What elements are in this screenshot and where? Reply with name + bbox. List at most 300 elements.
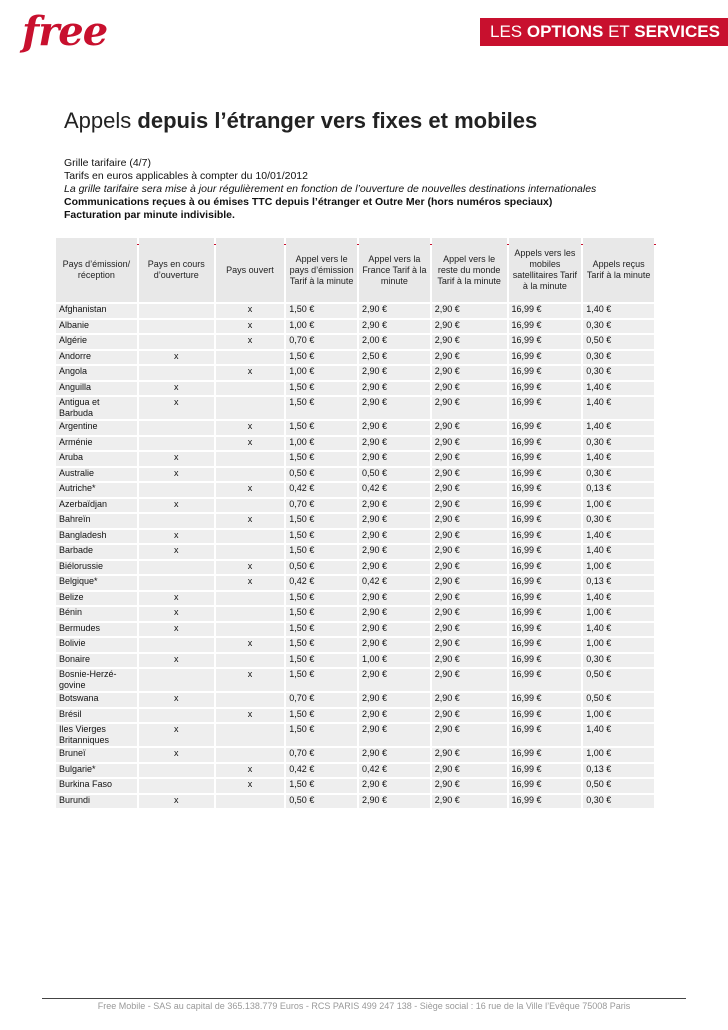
table-cell: x: [139, 530, 214, 544]
table-cell: 1,00 €: [583, 748, 654, 762]
table-cell: [139, 304, 214, 318]
table-cell: 2,90 €: [432, 748, 507, 762]
table-cell: 0,42 €: [359, 764, 430, 778]
table-row: [56, 764, 654, 778]
country-cell: Bulgarie*: [56, 764, 137, 778]
table-cell: 1,00 €: [359, 654, 430, 668]
table-cell: 2,90 €: [432, 654, 507, 668]
table-row: [56, 468, 654, 482]
table-cell: [216, 499, 285, 513]
table-cell: x: [216, 366, 285, 380]
table-cell: 1,50 €: [286, 351, 357, 365]
table-cell: [139, 320, 214, 334]
country-cell: Bangladesh: [56, 530, 137, 544]
table-cell: 16,99 €: [509, 623, 582, 637]
table-cell: x: [139, 351, 214, 365]
table-cell: 2,90 €: [359, 592, 430, 606]
table-cell: x: [216, 709, 285, 723]
intro-line-2: Tarifs en euros applicables à compter du 10/01/2012: [64, 170, 308, 182]
table-row: [56, 748, 654, 762]
table-cell: 0,50 €: [359, 468, 430, 482]
table-cell: 16,99 €: [509, 437, 582, 451]
country-cell: Belgique*: [56, 576, 137, 590]
table-cell: 0,42 €: [286, 576, 357, 590]
table-row: [56, 514, 654, 528]
table-row: [56, 421, 654, 435]
table-row: [56, 592, 654, 606]
table-cell: 2,90 €: [359, 623, 430, 637]
footer-divider: [42, 998, 686, 999]
country-cell: Angola: [56, 366, 137, 380]
table-cell: 2,00 €: [359, 335, 430, 349]
table-cell: [216, 724, 285, 746]
tariff-table-wrap: [54, 236, 656, 810]
table-cell: x: [139, 748, 214, 762]
banner-text-4: SERVICES: [634, 22, 720, 41]
table-cell: 2,90 €: [359, 748, 430, 762]
table-cell: x: [139, 795, 214, 809]
table-cell: 0,30 €: [583, 514, 654, 528]
table-cell: 2,90 €: [359, 366, 430, 380]
table-cell: 1,40 €: [583, 397, 654, 419]
table-cell: 16,99 €: [509, 335, 582, 349]
table-cell: [139, 779, 214, 793]
table-cell: 16,99 €: [509, 483, 582, 497]
table-cell: x: [216, 483, 285, 497]
column-header: Appel vers le pays d’émission Tarif à la minute: [286, 238, 357, 302]
table-cell: x: [139, 382, 214, 396]
table-cell: 2,90 €: [432, 421, 507, 435]
table-cell: 16,99 €: [509, 530, 582, 544]
country-cell: Belize: [56, 592, 137, 606]
table-cell: 0,30 €: [583, 654, 654, 668]
table-cell: 0,42 €: [359, 483, 430, 497]
table-cell: 16,99 €: [509, 351, 582, 365]
table-cell: [216, 351, 285, 365]
table-cell: 1,00 €: [286, 366, 357, 380]
country-cell: Afghanistan: [56, 304, 137, 318]
table-row: [56, 351, 654, 365]
table-cell: 2,90 €: [432, 693, 507, 707]
table-cell: 2,90 €: [432, 320, 507, 334]
table-cell: 1,40 €: [583, 530, 654, 544]
table-cell: x: [216, 779, 285, 793]
table-cell: 0,70 €: [286, 693, 357, 707]
title-light: Appels: [64, 108, 138, 133]
country-cell: Burundi: [56, 795, 137, 809]
table-cell: 16,99 €: [509, 638, 582, 652]
table-cell: 0,50 €: [286, 468, 357, 482]
table-cell: 2,90 €: [432, 607, 507, 621]
table-cell: 16,99 €: [509, 669, 582, 691]
table-cell: 1,40 €: [583, 421, 654, 435]
table-row: [56, 530, 654, 544]
table-cell: 2,90 €: [432, 499, 507, 513]
table-cell: [139, 514, 214, 528]
country-cell: Bolivie: [56, 638, 137, 652]
table-row: [56, 724, 654, 746]
table-cell: 2,90 €: [432, 351, 507, 365]
table-row: [56, 304, 654, 318]
table-cell: 0,30 €: [583, 437, 654, 451]
table-cell: 2,90 €: [432, 764, 507, 778]
table-cell: 16,99 €: [509, 320, 582, 334]
table-cell: 2,90 €: [359, 320, 430, 334]
table-cell: 1,50 €: [286, 545, 357, 559]
table-cell: 1,40 €: [583, 452, 654, 466]
table-cell: 1,40 €: [583, 623, 654, 637]
table-cell: [216, 748, 285, 762]
table-cell: [139, 764, 214, 778]
table-cell: [216, 795, 285, 809]
table-row: [56, 638, 654, 652]
table-row: [56, 320, 654, 334]
table-cell: 16,99 €: [509, 724, 582, 746]
table-cell: 0,42 €: [359, 576, 430, 590]
table-cell: 1,40 €: [583, 592, 654, 606]
country-cell: Biélorussie: [56, 561, 137, 575]
table-cell: [139, 669, 214, 691]
country-cell: Iles Vierges Britanniques: [56, 724, 137, 746]
free-logo: free: [22, 8, 108, 55]
table-cell: [216, 530, 285, 544]
table-cell: 16,99 €: [509, 514, 582, 528]
table-cell: x: [139, 607, 214, 621]
country-cell: Barbade: [56, 545, 137, 559]
table-cell: 2,90 €: [359, 499, 430, 513]
table-cell: [216, 607, 285, 621]
table-cell: 1,50 €: [286, 654, 357, 668]
section-banner: [480, 18, 728, 46]
table-cell: 16,99 €: [509, 592, 582, 606]
country-cell: Bosnie-Herzé-govine: [56, 669, 137, 691]
table-cell: [139, 576, 214, 590]
table-cell: 1,50 €: [286, 779, 357, 793]
table-cell: 2,90 €: [432, 530, 507, 544]
table-cell: 0,50 €: [583, 669, 654, 691]
table-cell: x: [139, 654, 214, 668]
table-cell: 2,90 €: [359, 709, 430, 723]
table-row: [56, 561, 654, 575]
table-cell: 2,90 €: [359, 724, 430, 746]
table-cell: 0,13 €: [583, 764, 654, 778]
table-cell: 1,50 €: [286, 669, 357, 691]
table-cell: x: [139, 499, 214, 513]
country-cell: Aruba: [56, 452, 137, 466]
table-row: [56, 437, 654, 451]
table-cell: 16,99 €: [509, 382, 582, 396]
table-cell: 0,30 €: [583, 320, 654, 334]
table-cell: 16,99 €: [509, 748, 582, 762]
country-cell: Antigua et Barbuda: [56, 397, 137, 419]
table-cell: x: [216, 320, 285, 334]
table-cell: 2,90 €: [432, 304, 507, 318]
table-cell: 1,50 €: [286, 452, 357, 466]
country-cell: Algérie: [56, 335, 137, 349]
country-cell: Bahreïn: [56, 514, 137, 528]
table-cell: 2,90 €: [359, 437, 430, 451]
column-header: Pays ouvert: [216, 238, 285, 302]
table-cell: x: [139, 468, 214, 482]
table-cell: x: [216, 514, 285, 528]
table-cell: 2,90 €: [432, 669, 507, 691]
table-cell: 1,50 €: [286, 304, 357, 318]
table-cell: 2,90 €: [432, 397, 507, 419]
table-cell: 1,50 €: [286, 382, 357, 396]
country-cell: Andorre: [56, 351, 137, 365]
table-cell: 2,90 €: [359, 304, 430, 318]
table-cell: 1,00 €: [583, 499, 654, 513]
table-cell: x: [216, 421, 285, 435]
table-cell: x: [139, 724, 214, 746]
table-row: [56, 397, 654, 419]
table-cell: 1,40 €: [583, 382, 654, 396]
table-cell: 16,99 €: [509, 468, 582, 482]
tariff-table: [54, 236, 656, 810]
table-cell: 2,90 €: [359, 545, 430, 559]
table-cell: 16,99 €: [509, 764, 582, 778]
table-cell: 2,90 €: [432, 382, 507, 396]
table-cell: 0,30 €: [583, 468, 654, 482]
table-cell: 0,13 €: [583, 483, 654, 497]
table-cell: 16,99 €: [509, 421, 582, 435]
table-cell: x: [139, 545, 214, 559]
table-cell: 1,50 €: [286, 638, 357, 652]
intro-block: [64, 157, 596, 222]
table-cell: 2,90 €: [359, 669, 430, 691]
table-cell: 0,42 €: [286, 764, 357, 778]
table-header-row: [56, 238, 654, 302]
table-cell: [216, 468, 285, 482]
banner-text-2: OPTIONS: [526, 22, 604, 41]
table-cell: 16,99 €: [509, 397, 582, 419]
column-header: Appels reçus Tarif à la minute: [583, 238, 654, 302]
table-cell: 0,50 €: [583, 335, 654, 349]
table-cell: [139, 483, 214, 497]
table-row: [56, 335, 654, 349]
table-cell: 1,50 €: [286, 709, 357, 723]
table-cell: 0,70 €: [286, 499, 357, 513]
table-row: [56, 452, 654, 466]
table-row: [56, 382, 654, 396]
table-cell: x: [216, 576, 285, 590]
table-cell: 1,50 €: [286, 397, 357, 419]
table-cell: x: [139, 592, 214, 606]
table-cell: 1,00 €: [286, 320, 357, 334]
table-cell: 2,90 €: [432, 514, 507, 528]
table-cell: 2,90 €: [432, 366, 507, 380]
table-row: [56, 669, 654, 691]
table-cell: 2,90 €: [359, 638, 430, 652]
table-cell: 16,99 €: [509, 693, 582, 707]
country-cell: Bermudes: [56, 623, 137, 637]
country-cell: Anguilla: [56, 382, 137, 396]
table-cell: 0,50 €: [583, 779, 654, 793]
table-cell: x: [139, 623, 214, 637]
table-cell: 1,50 €: [286, 421, 357, 435]
country-cell: Bénin: [56, 607, 137, 621]
table-cell: 2,90 €: [359, 779, 430, 793]
table-cell: 16,99 €: [509, 654, 582, 668]
table-cell: 2,90 €: [359, 607, 430, 621]
country-cell: Bonaire: [56, 654, 137, 668]
table-cell: 16,99 €: [509, 366, 582, 380]
table-body: [56, 304, 654, 808]
intro-line-3: La grille tarifaire sera mise à jour régulièrement en fonction de l’ouverture de nouvelles destinations internationales: [64, 183, 597, 195]
table-cell: 2,90 €: [359, 382, 430, 396]
title-bold: depuis l’étranger vers fixes et mobiles: [137, 108, 538, 133]
table-cell: [139, 437, 214, 451]
country-cell: Azerbaïdjan: [56, 499, 137, 513]
table-cell: [216, 654, 285, 668]
table-cell: 16,99 €: [509, 795, 582, 809]
table-cell: 2,50 €: [359, 351, 430, 365]
table-cell: 2,90 €: [359, 530, 430, 544]
table-cell: 16,99 €: [509, 561, 582, 575]
column-header: Appel vers le reste du monde Tarif à la minute: [432, 238, 507, 302]
table-cell: 2,90 €: [359, 397, 430, 419]
table-cell: 16,99 €: [509, 545, 582, 559]
table-cell: [139, 421, 214, 435]
table-cell: [139, 709, 214, 723]
country-cell: Botswana: [56, 693, 137, 707]
table-cell: 16,99 €: [509, 499, 582, 513]
country-cell: Australie: [56, 468, 137, 482]
table-cell: 0,50 €: [583, 693, 654, 707]
table-cell: 2,90 €: [432, 483, 507, 497]
table-cell: 2,90 €: [359, 452, 430, 466]
table-cell: x: [139, 397, 214, 419]
table-row: [56, 693, 654, 707]
country-cell: Autriche*: [56, 483, 137, 497]
country-cell: Arménie: [56, 437, 137, 451]
country-cell: Burkina Faso: [56, 779, 137, 793]
table-cell: x: [216, 304, 285, 318]
table-cell: x: [216, 669, 285, 691]
table-cell: [216, 382, 285, 396]
table-cell: [139, 335, 214, 349]
table-cell: 0,70 €: [286, 335, 357, 349]
banner-text-1: LES: [490, 22, 527, 41]
table-cell: 2,90 €: [432, 452, 507, 466]
table-cell: [216, 693, 285, 707]
table-cell: 16,99 €: [509, 304, 582, 318]
table-cell: 2,90 €: [432, 638, 507, 652]
table-cell: x: [139, 693, 214, 707]
table-row: [56, 366, 654, 380]
table-cell: 2,90 €: [432, 795, 507, 809]
table-cell: [139, 561, 214, 575]
table-cell: 2,90 €: [432, 545, 507, 559]
table-cell: 1,50 €: [286, 514, 357, 528]
table-cell: [216, 592, 285, 606]
table-cell: x: [216, 764, 285, 778]
table-cell: 2,90 €: [359, 514, 430, 528]
table-row: [56, 709, 654, 723]
column-header: Pays en cours d’ouverture: [139, 238, 214, 302]
table-row: [56, 499, 654, 513]
table-cell: 0,70 €: [286, 748, 357, 762]
table-cell: x: [216, 335, 285, 349]
table-cell: 0,30 €: [583, 351, 654, 365]
table-cell: 2,90 €: [432, 437, 507, 451]
table-cell: 16,99 €: [509, 576, 582, 590]
table-cell: 0,30 €: [583, 366, 654, 380]
table-cell: [216, 545, 285, 559]
table-cell: [216, 397, 285, 419]
country-cell: Argentine: [56, 421, 137, 435]
table-cell: [216, 452, 285, 466]
table-row: [56, 576, 654, 590]
table-cell: 0,50 €: [286, 795, 357, 809]
table-cell: 2,90 €: [432, 779, 507, 793]
table-cell: 2,90 €: [432, 335, 507, 349]
table-cell: 0,50 €: [286, 561, 357, 575]
table-cell: 1,00 €: [286, 437, 357, 451]
table-cell: [216, 623, 285, 637]
table-row: [56, 654, 654, 668]
table-cell: 2,90 €: [432, 709, 507, 723]
country-cell: Brésil: [56, 709, 137, 723]
table-cell: 2,90 €: [432, 623, 507, 637]
column-header: Pays d’émission/ réception: [56, 238, 137, 302]
column-header: Appel vers la France Tarif à la minute: [359, 238, 430, 302]
table-cell: 2,90 €: [359, 421, 430, 435]
table-cell: 1,50 €: [286, 592, 357, 606]
table-cell: 16,99 €: [509, 709, 582, 723]
table-cell: 2,90 €: [432, 724, 507, 746]
table-cell: 0,13 €: [583, 576, 654, 590]
table-cell: 2,90 €: [432, 592, 507, 606]
table-cell: 2,90 €: [432, 576, 507, 590]
intro-line-4: Communications reçues à ou émises TTC depuis l’étranger et Outre Mer (hors numéros speciaux): [64, 196, 553, 208]
table-row: [56, 795, 654, 809]
table-cell: x: [139, 452, 214, 466]
table-cell: 1,50 €: [286, 607, 357, 621]
column-header: Appels vers les mobiles satellitaires Tarif à la minute: [509, 238, 582, 302]
table-cell: 2,90 €: [359, 795, 430, 809]
table-cell: 1,50 €: [286, 530, 357, 544]
table-row: [56, 779, 654, 793]
table-cell: 2,90 €: [432, 468, 507, 482]
table-cell: [139, 638, 214, 652]
table-cell: 16,99 €: [509, 607, 582, 621]
table-cell: x: [216, 638, 285, 652]
table-cell: 1,50 €: [286, 623, 357, 637]
page-title: [64, 108, 537, 134]
table-cell: 1,40 €: [583, 304, 654, 318]
footer-text: Free Mobile - SAS au capital de 365.138.779 Euros - RCS PARIS 499 247 138 - Siège social : 16 rue de la Ville l’Evêque 75008 Paris: [97, 1001, 631, 1011]
table-cell: 2,90 €: [359, 693, 430, 707]
table-cell: 1,50 €: [286, 724, 357, 746]
table-row: [56, 483, 654, 497]
table-cell: 0,30 €: [583, 795, 654, 809]
table-row: [56, 607, 654, 621]
table-cell: 16,99 €: [509, 779, 582, 793]
table-row: [56, 545, 654, 559]
country-cell: Albanie: [56, 320, 137, 334]
table-cell: 1,00 €: [583, 561, 654, 575]
table-cell: 2,90 €: [432, 561, 507, 575]
table-cell: 2,90 €: [359, 561, 430, 575]
table-cell: 1,00 €: [583, 638, 654, 652]
table-cell: 1,40 €: [583, 724, 654, 746]
country-cell: Bruneï: [56, 748, 137, 762]
intro-line-1: Grille tarifaire (4/7): [64, 157, 151, 169]
banner-text-3: ET: [603, 22, 635, 41]
table-cell: 16,99 €: [509, 452, 582, 466]
table-cell: x: [216, 437, 285, 451]
